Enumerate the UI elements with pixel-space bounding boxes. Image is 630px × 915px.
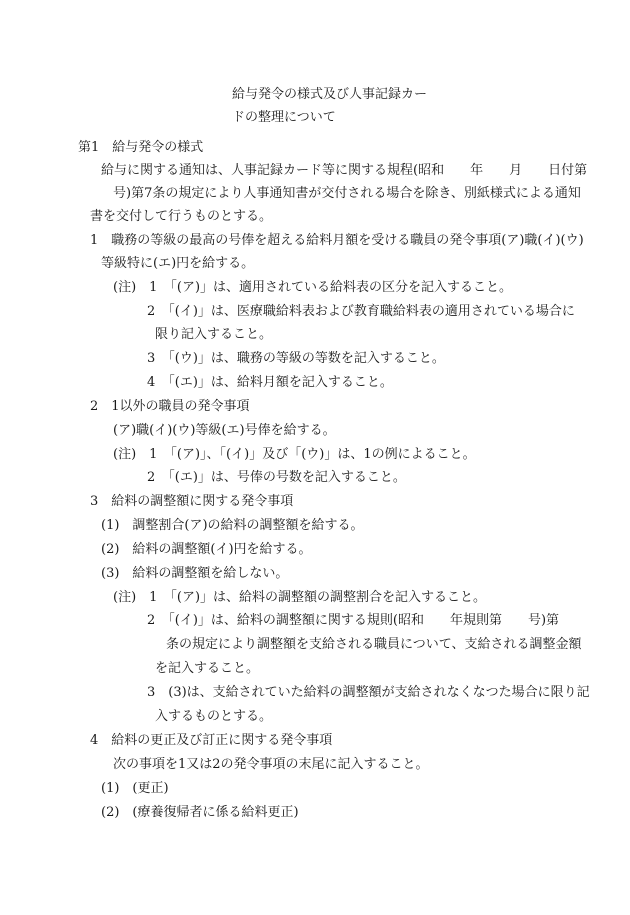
item-2-note-1: (注) 1 「(ア)」、「(イ)」及び「(ウ)」は、1の例によること。 <box>113 447 476 462</box>
item-3-subitem-2: (2) 給料の調整額(イ)円を給する。 <box>101 542 312 557</box>
item-1-note-2-cont: 限り記入すること。 <box>155 327 273 342</box>
item-3-heading: 3 給料の調整額に関する発令事項 <box>90 494 294 509</box>
section-1-intro-line-3: 書を交付して行うものとする。 <box>90 209 273 224</box>
item-4-subitem-1: (1) (更正) <box>101 781 169 796</box>
item-4-text: 次の事項を1又は2の発令事項の末尾に記入すること。 <box>113 757 429 772</box>
item-3-note-3: 3 (3)は、支給されていた給料の調整額が支給されなくなつた場合に限り記 <box>147 685 590 700</box>
section-1-intro-line-1: 給与に関する通知は、人事記録カード等に関する規程(昭和 年 月 日付第 <box>101 163 588 178</box>
item-3-subitem-3: (3) 給料の調整額を給しない。 <box>101 566 289 581</box>
item-3-note-2: 2 「(イ)」は、給料の調整額に関する規則(昭和 年規則第 号)第 <box>147 613 560 628</box>
item-1-note-1: (注) 1 「(ア)」は、適用されている給料表の区分を記入すること。 <box>113 280 513 295</box>
item-1-text-line-1: 1 職務の等級の最高の号俸を超える給料月額を受ける職員の発令事項(ア)職(イ)(ウ) <box>90 233 584 248</box>
item-3-note-2-cont-2: を記入すること。 <box>155 661 260 676</box>
item-1-note-2: 2 「(イ)」は、医療職給料表および教育職給料表の適用されている場合に <box>147 304 575 319</box>
item-4-subitem-2: (2) (療養復帰者に係る給料更正) <box>101 805 299 820</box>
item-2-note-2: 2 「(エ)」は、号俸の号数を記入すること。 <box>147 470 406 485</box>
item-1-note-3: 3 「(ウ)」は、職務の等級の等数を記入すること。 <box>147 351 445 366</box>
item-3-note-3-cont: 入するものとする。 <box>155 709 273 724</box>
section-1-heading: 第1 給与発令の様式 <box>78 140 204 155</box>
item-4-heading: 4 給料の更正及び訂正に関する発令事項 <box>90 733 333 748</box>
item-2-heading: 2 1以外の職員の発令事項 <box>90 399 250 414</box>
document-title-line-1: 給与発令の様式及び人事記録カー <box>232 87 428 102</box>
document-title-line-2: ドの整理について <box>232 110 336 125</box>
item-2-text: (ア)職(イ)(ウ)等級(エ)号俸を給する。 <box>113 423 336 438</box>
item-1-text-line-2: 等級特に(エ)円を給する。 <box>101 256 255 271</box>
item-3-note-2-cont-1: 条の規定により調整額を支給される職員について、支給される調整金額 <box>166 637 582 652</box>
item-3-note-1: (注) 1 「(ア)」は、給料の調整額の調整割合を記入すること。 <box>113 590 487 605</box>
item-3-subitem-1: (1) 調整割合(ア)の給料の調整額を給する。 <box>101 518 364 533</box>
item-1-note-4: 4 「(エ)」は、給料月額を記入すること。 <box>147 375 393 390</box>
section-1-intro-line-2: 号)第7条の規定により人事通知書が交付される場合を除き、別紙様式による通知 <box>113 186 581 201</box>
